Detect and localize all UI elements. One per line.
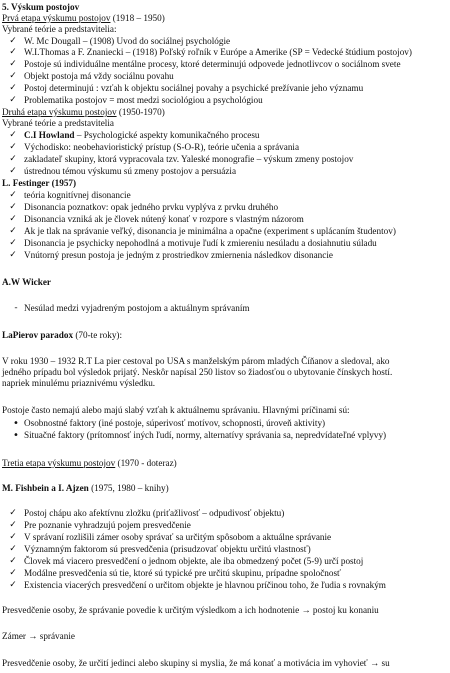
paragraph-line: napriek minulému priaznivému výsledku. [2, 378, 156, 388]
lapierre-heading [2, 330, 122, 341]
list-item-text: Osobnostné faktory (iné postoje, súperivosť motívov, schopnosti, úroveň aktivity) [24, 418, 326, 428]
list-item [9, 238, 377, 249]
list-item-text: Postoj determinujú : vzťah k objektu sociálnej povahy a psychické prežívanie jeho významu [24, 83, 364, 93]
paragraph-line: Zámer → správanie [2, 631, 75, 641]
bullet-icon: • [13, 430, 19, 441]
list-item-text: – Psychologické aspekty komunikačného procesu [74, 130, 260, 140]
list-item [9, 250, 333, 261]
list-item-text: Ak je tlak na správanie veľký, disonancia je minimálna a opačne (experiment s uplácaním študentov) [24, 226, 396, 236]
s1-years: (1918 – 1950) [110, 13, 165, 23]
list-item-text: Človek má viacero presvedčení o jednom objekte, ale iba obmedzený počet (5-9) určí postoj [24, 556, 364, 566]
list-item [9, 544, 311, 555]
check-icon: ✓ [9, 190, 17, 200]
check-icon: ✓ [9, 83, 17, 93]
check-icon: ✓ [9, 36, 17, 46]
list-item-text: Situačné faktory (prítomnosť iných ľudí, normy, alternatívy správania sa, nepredvídateľné vplyvy) [24, 430, 387, 440]
list-item-text: Pre poznanie vyhradzujú pojem presvedčenie [24, 520, 191, 530]
list-item-text: Disonancia je psychicky nepohodlná a motivuje ľudí k zmiereniu nesúladu a dosiahnutiu súladu [24, 238, 377, 248]
list-item [9, 47, 412, 58]
check-icon: ✓ [9, 71, 17, 81]
list-item [9, 83, 364, 94]
list-item-text: teória kognitívnej disonancie [24, 190, 131, 200]
check-icon: ✓ [9, 202, 17, 212]
list-item-text: Východisko: neobehavioristický prístup (S-O-R), teórie učenia a správania [24, 142, 300, 152]
list-item [9, 214, 304, 225]
list-item [9, 71, 174, 82]
check-icon: ✓ [9, 142, 17, 152]
list-item-text: Významným faktorom sú presvedčenia (prisudzovať objektu určitú vlastnosť) [24, 544, 311, 554]
s3-title: Tretia etapa výskumu postojov [2, 458, 116, 468]
wicker-heading: A.W Wicker [2, 277, 52, 287]
list-item [9, 532, 332, 543]
list-item [9, 166, 237, 177]
list-item [13, 418, 326, 429]
check-icon: ✓ [9, 238, 17, 248]
list-item [13, 430, 387, 441]
section-title: 5. Výskum postojov [2, 2, 80, 12]
s2-subhead: Vybrané teórie a predstavitelia [2, 118, 114, 128]
s3-heading [2, 458, 177, 469]
check-icon: ✓ [9, 556, 17, 566]
list-item-text: W.I.Thomas a F. Znaniecki – (1918) Poľský roľník v Európe a Amerike (SP = Vedecké štúdium postojov) [24, 47, 412, 57]
list-item [9, 520, 191, 531]
s2-heading [2, 107, 165, 118]
list-item-text: Disonancia vzniká ak je človek nútený konať v rozpore s vlastným názorom [24, 214, 304, 224]
check-icon: ✓ [9, 568, 17, 578]
check-icon: ✓ [9, 532, 17, 542]
check-icon: ✓ [9, 544, 17, 554]
fishbein-heading [2, 483, 169, 494]
list-item [9, 142, 300, 153]
list-item-text: zakladateľ skupiny, ktorá vypracovala tzv. Yaleské monografie – výskum zmeny postojov [24, 154, 354, 164]
check-icon: ✓ [9, 154, 17, 164]
s1-subhead: Vybrané teórie a predstavitelia: [2, 24, 117, 34]
check-icon: ✓ [9, 130, 17, 140]
check-icon: ✓ [9, 508, 17, 518]
festinger-heading [2, 178, 76, 189]
check-icon: ✓ [9, 520, 17, 530]
list-item-text: Vnútorný presun postoja je jedným z prostriedkov zmiernenia následkov disonancie [24, 250, 333, 260]
check-icon: ✓ [9, 250, 17, 260]
list-item [9, 59, 401, 70]
paragraph-line: V roku 1930 – 1932 R.T La pier cestoval po USA s manželským párom mladých Číňanov a sledoval, ako [2, 356, 390, 366]
fishbein-years: (1975, 1980 – knihy) [88, 483, 169, 493]
list-item-text: Problematika postojov = most medzi sociológiou a psychológiou [24, 95, 263, 105]
dash-icon: - [14, 303, 18, 313]
paragraph-line: Presvedčenie osoby, že určití jedinci alebo skupiny si myslia, že má konať a motivácia im vyhovieť → su [2, 658, 390, 668]
list-item-text: W. Mc Dougall – (1908) Uvod do sociálnej psychológie [24, 36, 231, 46]
paragraph-line: Presvedčenie osoby, že správanie povedie k určitým výsledkom a ich hodnotenie → postoj ku konaniu [2, 605, 379, 615]
list-item-text: Postoj chápu ako afektívnu zložku (priťažlivosť – odpudivosť objektu) [24, 508, 285, 518]
list-item-text: Disonancia poznatkov: opak jedného prvku vyplýva z prvku druhého [24, 202, 279, 212]
list-item-text: ústrednou témou výskumu sú zmeny postojov a persuázia [24, 166, 237, 176]
list-item [9, 580, 386, 591]
s3-years: (1970 - doteraz) [115, 458, 177, 468]
check-icon: ✓ [9, 214, 17, 224]
list-item [9, 226, 396, 237]
list-item [9, 95, 263, 106]
check-icon: ✓ [9, 95, 17, 105]
check-icon: ✓ [9, 47, 17, 57]
list-item [9, 130, 260, 141]
list-item-text: V správaní rozlišili zámer osoby správať sa určitým spôsobom a aktuálne správanie [24, 532, 332, 542]
check-icon: ✓ [9, 59, 17, 69]
list-item-text: Existencia viacerých presvedčení o určitom objekte je hlavnou príčinou toho, že ľudia s rovnakým [24, 580, 386, 590]
list-item [9, 202, 279, 213]
lapierre-name: LaPierov paradox [2, 330, 74, 340]
festinger-name: L. Festinger [2, 178, 50, 188]
list-item-text: Nesúlad medzi vyjadreným postojom a aktuálnym správaním [24, 303, 250, 313]
list-item [9, 36, 231, 47]
fishbein-name: M. Fishbein a I. Ajzen [2, 483, 89, 493]
list-item [9, 154, 354, 165]
bullet-icon: • [13, 418, 19, 429]
list-item-text: Modálne presvedčenia sú tie, ktoré sú typické pre určitú skupinu, prípadne spoločnosť [24, 568, 341, 578]
check-icon: ✓ [9, 166, 17, 176]
s1-heading [2, 13, 165, 24]
list-item-bold: C.I Howland [24, 130, 75, 140]
list-item [14, 303, 250, 314]
check-icon: ✓ [9, 226, 17, 236]
s2-title: Druhá etapa výskumu postojov [2, 107, 117, 117]
paragraph-line: jedného prípadu bol výsledok prijatý. Neskôr napísal 250 listov so žiadosťou o ubytovanie čínskych hostí. [2, 367, 393, 377]
list-item [9, 568, 341, 579]
list-item-text: Objekt postoja má vždy sociálnu povahu [24, 71, 174, 81]
s1-title: Prvá etapa výskumu postojov [2, 13, 111, 23]
check-icon: ✓ [9, 580, 17, 590]
list-item [9, 556, 364, 567]
s2-years: (1950-1970) [116, 107, 165, 117]
list-item-text: Postoje sú individuálne mentálne procesy, ktoré determinujú odpovede jednotlivcov o sociálnom svete [24, 59, 401, 69]
list-item [9, 508, 285, 519]
lapierre-years: (70-te roky): [73, 330, 123, 340]
festinger-year: (1957) [49, 178, 77, 188]
list-item [9, 190, 131, 201]
paragraph-line: Postoje často nemajú alebo majú slabý vzťah k aktuálnemu správaniu. Hlavnými príčinami sú: [2, 405, 350, 415]
